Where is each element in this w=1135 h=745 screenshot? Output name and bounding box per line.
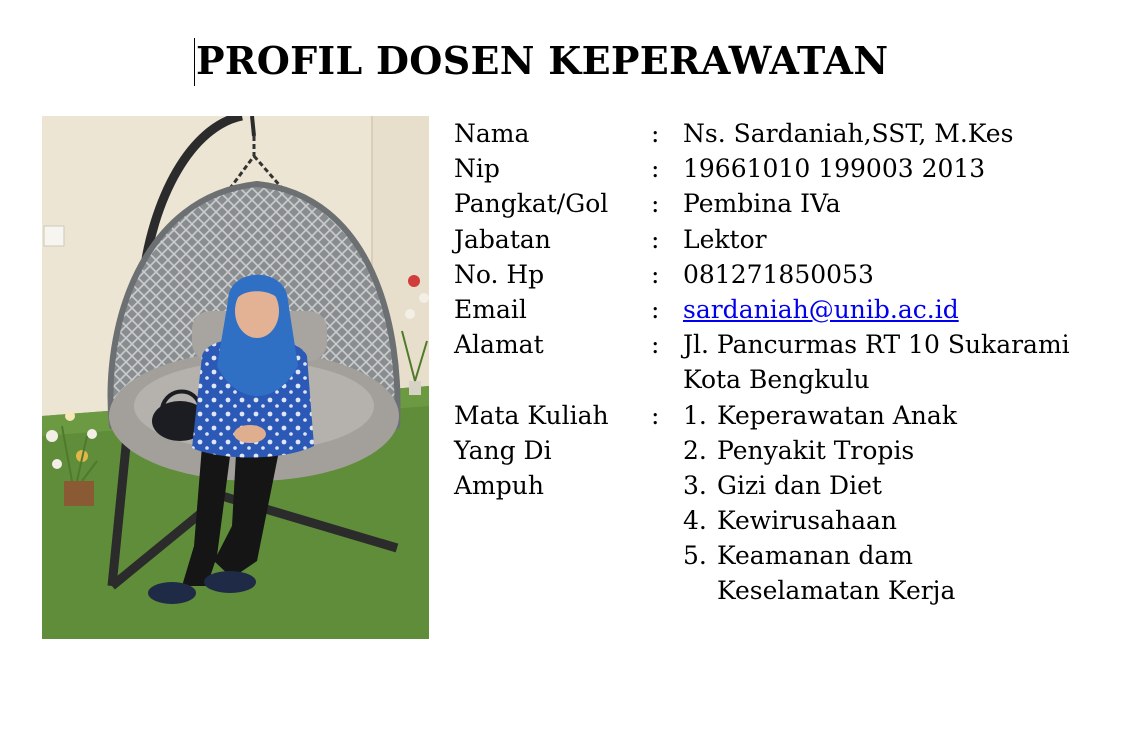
field-colon: : [651,330,660,360]
course-row [454,538,1124,573]
field-colon: : [651,294,660,324]
field-value: Lektor [683,224,767,254]
field-colon: : [651,224,660,254]
field-value: 19661010 199003 2013 [683,154,986,184]
page-title: PROFIL DOSEN KEPERAWATAN [196,38,889,83]
field-nama [454,116,1124,151]
field-pangkat [454,186,1124,221]
field-colon: : [651,119,660,148]
field-value [683,292,959,327]
field-colon: : [651,154,660,184]
field-value: 081271850053 [683,259,874,289]
profile-info [454,116,1124,609]
field-hp [454,257,1124,292]
course-number: 2. [683,435,707,465]
field-label: Email [454,294,527,324]
field-value: Ns. Sardaniah,SST, M.Kes [683,119,1014,148]
field-value: Pembina IVa [683,189,841,219]
field-label: Nip [454,154,500,184]
course-row [454,503,1124,538]
course-row [454,433,1124,468]
field-colon: : [651,189,660,219]
course-number: 5. [683,541,707,571]
course-row [454,468,1124,503]
field-label: Yang Di [454,435,552,465]
field-label: Mata Kuliah [454,400,609,430]
field-value: Kota Bengkulu [683,365,870,395]
course-name: Keselamatan Kerja [717,576,956,606]
course-row-cont [454,573,1124,608]
course-number: 4. [683,506,707,536]
field-colon: : [651,259,660,289]
portrait-photo [42,116,429,639]
course-name: Keamanan dam [717,541,913,571]
field-email [454,292,1124,327]
field-label: No. Hp [454,259,545,289]
field-label: Nama [454,119,530,148]
course-number: 1. [683,400,707,430]
field-label: Alamat [454,330,544,360]
email-link[interactable]: sardaniah@unib.ac.id [683,294,959,324]
course-name: Penyakit Tropis [717,435,915,465]
field-label: Pangkat/Gol [454,189,609,219]
field-value: Jl. Pancurmas RT 10 Sukarami [683,330,1070,360]
field-colon: : [651,400,660,430]
field-alamat-cont [454,362,1124,397]
course-name: Kewirusahaan [717,506,897,536]
field-alamat [454,327,1124,362]
field-mata-kuliah [454,398,1124,433]
field-nip [454,151,1124,186]
field-label: Jabatan [454,224,551,254]
field-label: Ampuh [454,470,544,500]
portrait-photo-illustration [42,116,429,639]
course-name: Keperawatan Anak [717,400,957,430]
course-name: Gizi dan Diet [717,470,882,500]
course-number: 3. [683,470,707,500]
field-jabatan [454,222,1124,257]
text-cursor [194,38,195,86]
